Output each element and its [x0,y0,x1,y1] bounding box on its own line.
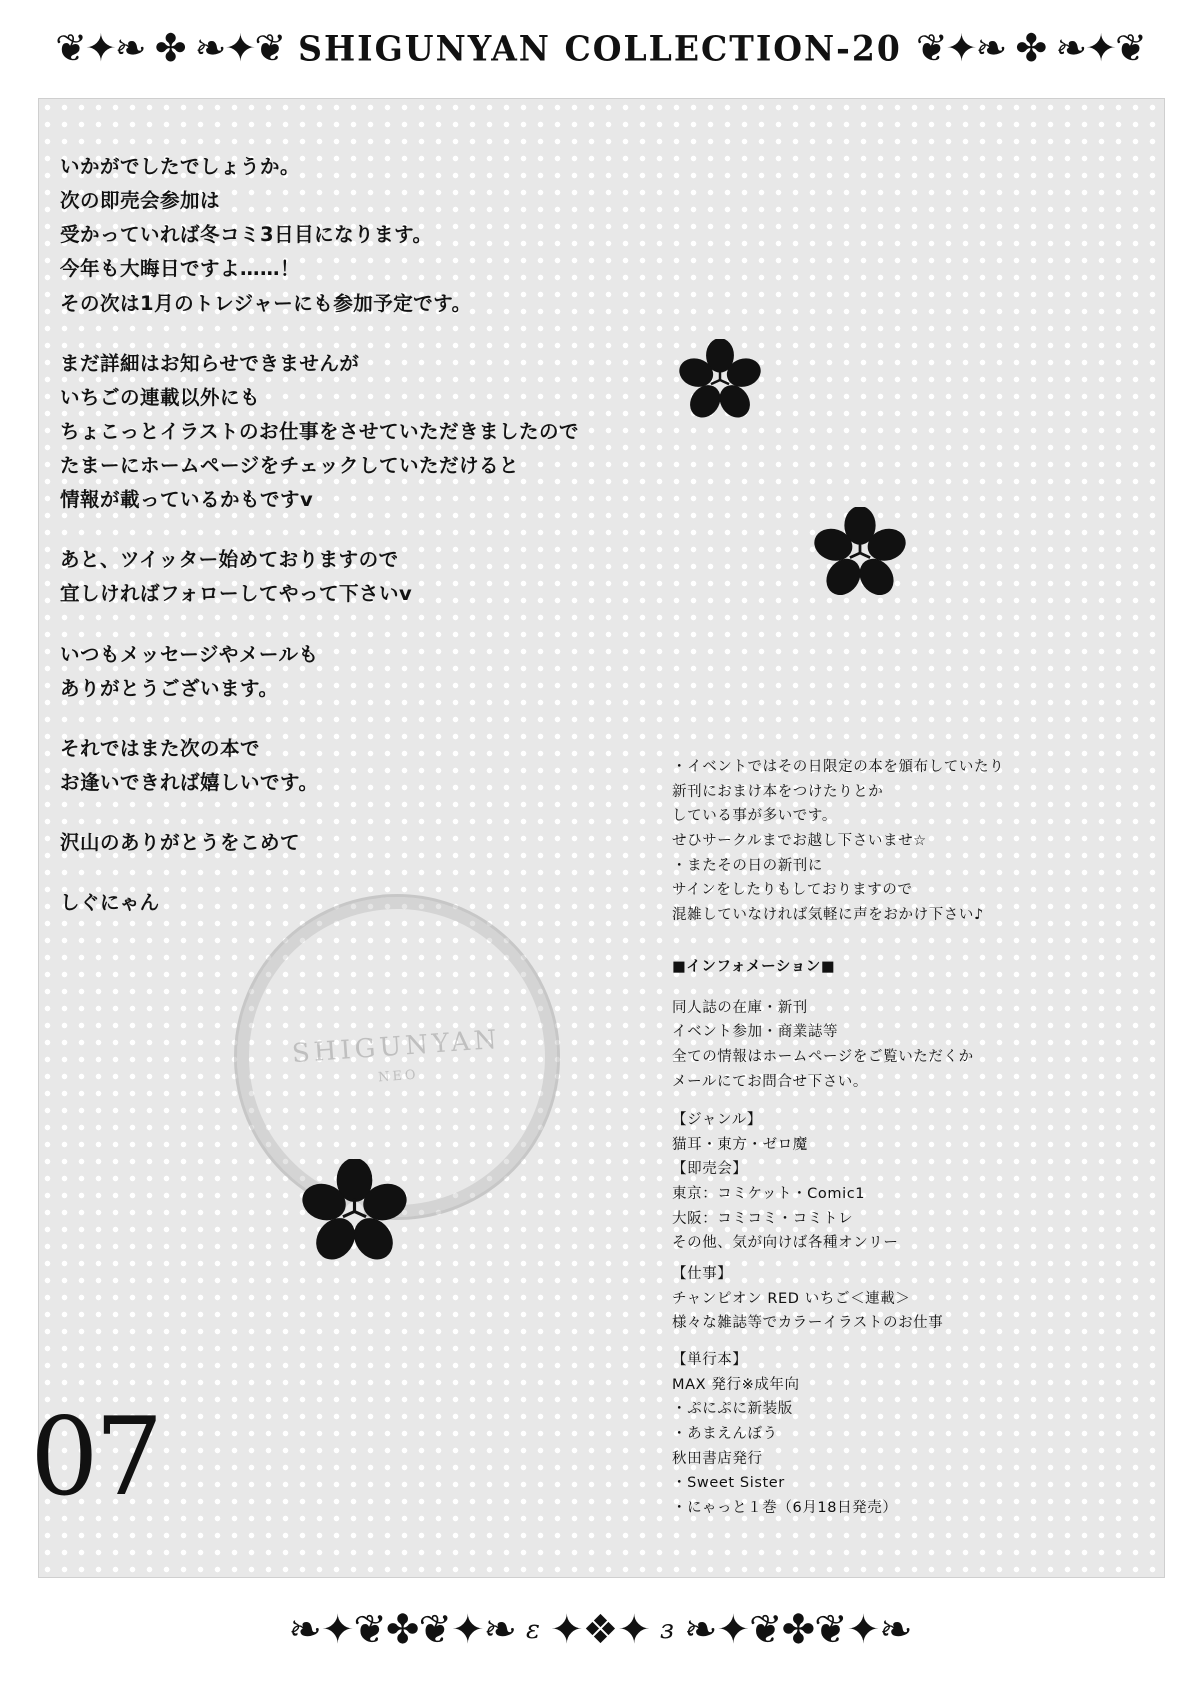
footer-ornament-center-icon: ✦❖✦ [549,1607,650,1653]
event-note-line: ・イベントではその日限定の本を頒布していたり [672,759,1005,775]
event-note-block [672,755,1142,927]
afterword-signature [60,886,620,920]
footer-ornament-right-icon: ❧✦❦✤❦✦❧ [684,1607,912,1653]
genre-line: 猫耳・東方・ゼロ魔 [672,1136,808,1153]
afterword-paragraph [60,347,620,518]
information-block [672,955,1142,1094]
ornament-right-icon: ❦✦❧ ✤ ❧✦❦ [915,26,1145,70]
afterword-line: お逢いできれば嬉しいです。 [60,770,319,794]
afterword-line: それではまた次の本で [60,736,261,760]
information-line: 同人誌の在庫・新刊 [672,999,808,1016]
afterword-line: いつもメッセージやメールも [60,642,319,666]
afterword-line: まだ詳細はお知らせできませんが [60,351,360,375]
flower-icon [679,339,761,421]
work-block [672,1262,1142,1336]
books-line: ・ぷにぷに新装版 [672,1401,793,1418]
footer-number-left: ε [525,1615,540,1645]
footer-number-right: з [659,1615,675,1645]
work-line: 様々な雑誌等でカラーイラストのお仕事 [672,1315,944,1332]
work-line: チャンピオン RED いちご＜連載＞ [672,1290,911,1307]
information-heading: ■インフォメーション■ [672,959,836,975]
afterword-text [60,150,620,920]
afterword-paragraph [60,543,620,611]
afterword-line: その次は1月のトレジャーにも参加予定です。 [60,291,472,315]
afterword-line: ちょこっとイラストのお仕事をさせていただきましたので [60,419,580,443]
afterword-line: 受かっていれば冬コミ3日目になります。 [60,223,433,247]
ornament-left-icon: ❦✦❧ ✤ ❧✦❦ [55,26,285,70]
books-line: ・にゃっと１巻（6月18日発売） [672,1499,898,1516]
afterword-line: ありがとうございます。 [60,676,279,700]
afterword-paragraph [60,638,620,706]
genre-heading: 【ジャンル】 [672,1112,762,1128]
afterword-line: たまーにホームページをチェックしていただけると [60,454,520,477]
sales-line: 東京：コミケット・Comic1 [672,1185,866,1202]
afterword-line: 沢山のありがとうをこめて [60,831,301,854]
event-note-line: ・またその日の新刊に [672,857,823,874]
flower-icon [814,507,906,599]
flower-icon [302,1159,407,1264]
information-line: イベント参加・商業誌等 [672,1024,839,1041]
information-line: 全ての情報はホームページをご覧いただくか [672,1048,974,1065]
books-line: MAX 発行※成年向 [672,1376,800,1393]
books-heading: 【単行本】 [672,1352,748,1368]
afterword-line: あと、ツイッター始めておりますので [60,548,399,572]
afterword-line: 次の即売会参加は [60,189,221,213]
footer-ornament-left-icon: ❧✦❦✤❦✦❧ [288,1607,516,1653]
sales-line: その他、気が向けば各種オンリー [672,1235,899,1252]
author-name: しぐにゃん [60,891,160,915]
books-block [672,1348,1142,1520]
sales-line: 大阪：コミコミ・コミトレ [672,1210,854,1227]
event-note-line: 新刊におまけ本をつけたりとか [672,783,884,800]
footer-ornament-bar [0,1600,1200,1660]
information-line: メールにてお問合せ下さい。 [672,1073,869,1090]
books-line: ・あまえんぼう [672,1425,778,1442]
afterword-paragraph [60,732,620,800]
event-note-line: サインをしたりもしておりますので [672,882,913,899]
afterword-line: 宜しければフォローしてやって下さいv [60,582,413,606]
header-ornament-bar [0,18,1200,78]
stamp-title: SHIGUNYAN [291,1024,502,1070]
sales-heading: 【即売会】 [672,1161,748,1178]
books-line: 秋田書店発行 [672,1450,763,1467]
books-line: ・Sweet Sister [672,1475,785,1492]
event-note-line: せひサークルまでお越し下さいませ☆ [672,832,927,849]
page-number: 07 [30,1395,160,1520]
stamp-subtitle: NEO [377,1067,420,1086]
event-note-line: 混雑していなければ気軽に声をおかけ下さい♪ [672,906,984,923]
afterword-line: いちごの連載以外にも [60,385,261,409]
afterword-line: いかがでしたでしょうか。 [60,155,301,178]
genre-sales-block [672,1108,1142,1256]
afterword-paragraph [60,826,620,860]
afterword-line: 今年も大晦日ですよ……！ [60,257,301,281]
event-note-line: している事が多いです。 [672,808,837,825]
page-title: SHIGUNYAN COLLECTION-20 [298,27,902,69]
work-heading: 【仕事】 [672,1266,733,1282]
afterword-paragraph [60,150,620,321]
afterword-line: 情報が載っているかもですv [60,488,314,512]
